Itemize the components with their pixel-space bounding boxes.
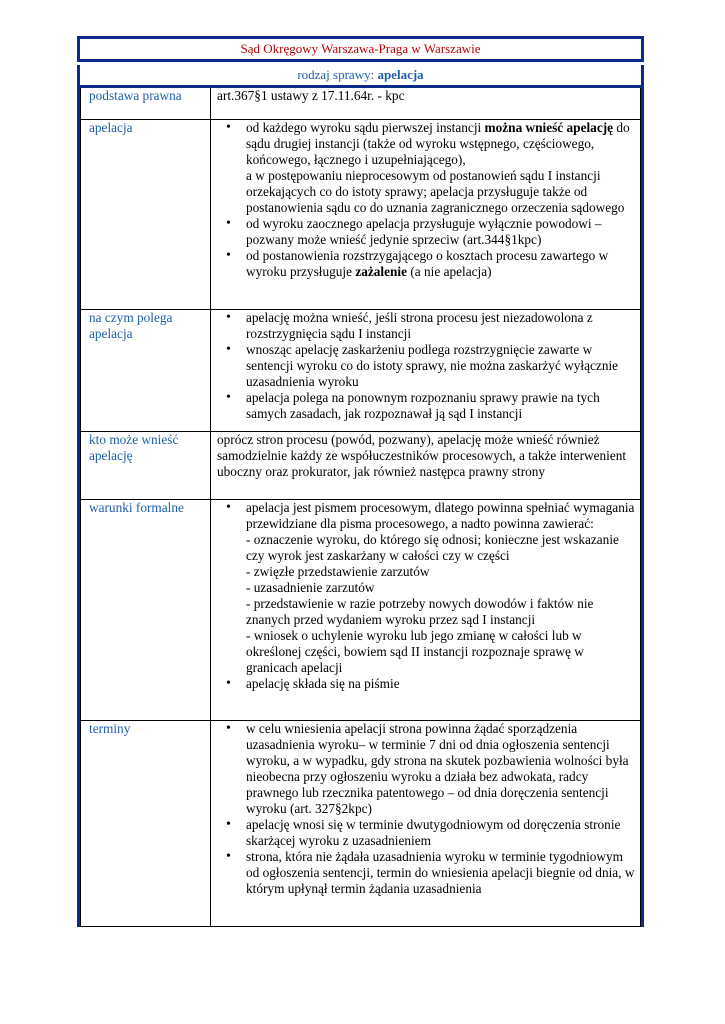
label-apelacja: apelacja [81, 119, 211, 309]
sub-line: - przedstawienie w razie potrzeby nowych dowodów i faktów nie znanych przed wydaniem wyroku przez sąd I instancji [246, 595, 594, 627]
label-podstawa: podstawa prawna [81, 88, 211, 119]
label-polega: na czym polega apelacja [81, 309, 211, 431]
row-terminy [81, 720, 641, 926]
warunki-list [215, 500, 637, 692]
row-kto [81, 431, 641, 499]
case-type-header [77, 65, 644, 88]
list-item: • apelację można wnieść, jeśli strona procesu jest niezadowolona z rozstrzygnięcia sądu I instancji [246, 310, 637, 342]
list-item: • w celu wniesienia apelacji strona powinna żądać sporządzenia uzasadnienia wyroku– w terminie 7 dni od dnia ogłoszenia sentencji wyroku, a w wypadku, gdy strona na skutek pozbawienia wolności była nieobecna przy ogłoszeniu wyroku a działa bez adwokata, radcy prawnego lub rzecznika patentowego – od dnia doręczenia sentencji wyroku (art. 327§2kpc) [246, 721, 637, 817]
list-item: • strona, która nie żądała uzasadnienia wyroku w terminie tygodniowym od ogłoszenia sentencji, termin do wniesienia apelacji biegnie od dnia, w którym upłynął termin żądania uzasadnienia [246, 849, 637, 897]
content-table-wrapper [77, 88, 644, 927]
terminy-list [215, 721, 637, 897]
list-item [246, 248, 637, 280]
row-podstawa [81, 88, 641, 119]
row-apelacja [81, 119, 641, 309]
list-item [246, 120, 637, 216]
text-segment: do sądu drugiej instancji (także od wyroku wstępnego, częściowego, końcowego, łącznego i uzupełniającego), [246, 119, 630, 167]
case-type-label: rodzaj sprawy: [297, 67, 378, 82]
sub-line: - oznaczenie wyroku, do którego się odnosi; konieczne jest wskazanie czy wyrok jest zaskarżany w całości czy w części [246, 531, 619, 563]
value-apelacja [211, 119, 641, 309]
text-segment: od każdego wyroku sądu pierwszej instancji [246, 119, 485, 135]
polega-list [215, 310, 637, 422]
court-name: Sąd Okręgowy Warszawa-Praga w Warszawie [240, 41, 481, 56]
list-item [246, 500, 637, 676]
value-warunki [211, 499, 641, 720]
text-segment: (a nie apelacja) [407, 263, 492, 279]
list-item: • apelację składa się na piśmie [246, 676, 637, 692]
value-kto: oprócz stron procesu (powód, pozwany), apelację może wnieść również samodzielnie każdy ze współuczestników procesowych, a także interwenient uboczny oraz prokurator, jak również następca prawny strony [211, 431, 641, 499]
value-terminy [211, 720, 641, 926]
row-warunki [81, 499, 641, 720]
row-polega [81, 309, 641, 431]
list-item: • od wyroku zaocznego apelacja przysługuje wyłącznie powodowi – pozwany może wnieść jedynie sprzeciw (art.344§1kpc) [246, 216, 637, 248]
text-segment: a w postępowaniu nieprocesowym od postanowień sądu I instancji orzekających co do istoty sprawy; apelacja przysługuje także od postanowienia sądu co do uznania zagranicznego orzeczenia sądowego [246, 167, 625, 215]
content-table [80, 88, 641, 927]
document-page [77, 36, 644, 927]
sub-line: - zwięzłe przedstawienie zarzutów [246, 563, 430, 579]
list-item: • wnosząc apelację zaskarżeniu podlega rozstrzygnięcie zawarte w sentencji wyroku co do istoty sprawy, nie można zaskarżyć wyłącznie uzasadnienia wyroku [246, 342, 637, 390]
text-segment: od postanowienia rozstrzygającego o kosztach procesu zawartego w wyroku przysługuje [246, 247, 609, 279]
value-polega [211, 309, 641, 431]
value-podstawa: art.367§1 ustawy z 17.11.64r. - kpc [211, 88, 641, 119]
case-type-value: apelacja [377, 67, 424, 82]
label-terminy: terminy [81, 720, 211, 926]
label-warunki: warunki formalne [81, 499, 211, 720]
bold-segment: zażalenie [355, 263, 408, 279]
bold-segment: można wnieść apelację [484, 119, 614, 135]
sub-line: - uzasadnienie zarzutów [246, 579, 375, 595]
list-item-intro: • apelacja jest pismem procesowym, dlatego powinna spełniać wymagania przewidziane dla pisma procesowego, a nadto powinna zawierać: [246, 499, 635, 531]
label-kto: kto może wnieść apelację [81, 431, 211, 499]
apelacja-list [215, 120, 637, 280]
sub-line: - wniosek o uchylenie wyroku lub jego zmianę w całości lub w określonej części, bowiem sąd II instancji rozpoznaje sprawę w granicach apelacji [246, 627, 584, 675]
list-item: • apelacja polega na ponownym rozpoznaniu sprawy prawie na tych samych zasadach, jak rozpoznawał ją sąd I instancji [246, 390, 637, 422]
court-header [77, 36, 644, 62]
list-item: • apelację wnosi się w terminie dwutygodniowym od doręczenia stronie skarżącej wyroku z uzasadnieniem [246, 817, 637, 849]
